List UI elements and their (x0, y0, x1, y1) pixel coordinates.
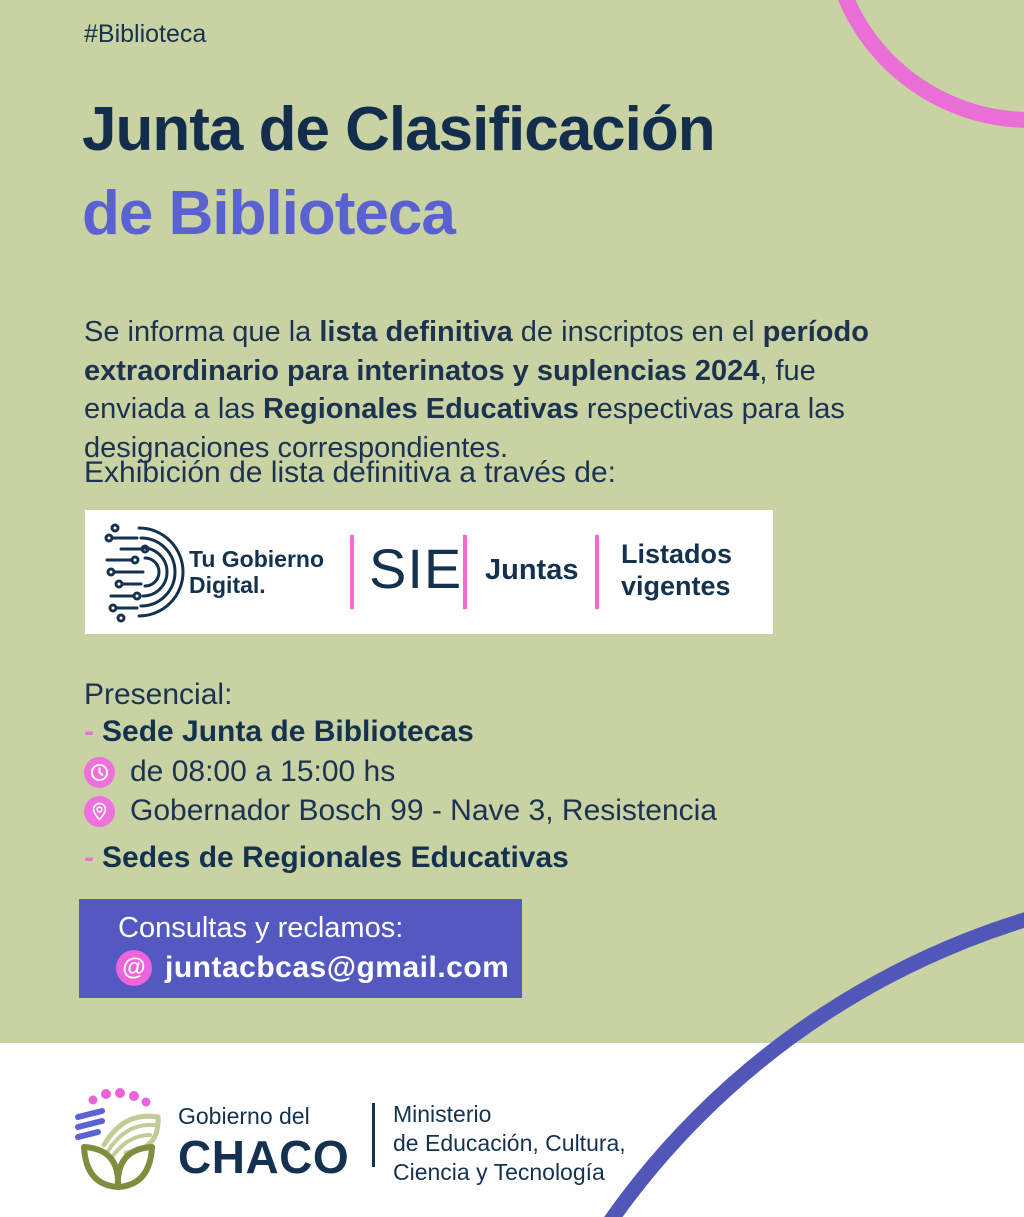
contact-label: Consultas y reclamos: (118, 912, 404, 944)
tu-gobierno-line2: Digital. (189, 572, 266, 598)
location-pin-icon (84, 796, 115, 827)
separator-bar (595, 535, 599, 609)
schedule-label: de 08:00 a 15:00 hs (130, 755, 396, 788)
ministry-line1: Ministerio (393, 1101, 492, 1127)
sie-logo-label: SIE (369, 537, 463, 600)
at-icon: @ (116, 950, 152, 986)
separator-bar (463, 535, 467, 609)
page-title-line2: de Biblioteca (82, 179, 455, 248)
exhibition-heading: Exhibición de lista definitiva a través de: (84, 456, 616, 489)
tu-gobierno-line1: Tu Gobierno (189, 546, 325, 572)
gobierno-del-label: Gobierno del (178, 1103, 310, 1129)
listados-vigentes-label (621, 538, 732, 602)
address-label: Gobernador Bosch 99 - Nave 3, Resistencia (130, 794, 717, 827)
listados-line1: Listados (621, 539, 733, 569)
page-title (82, 88, 715, 256)
contact-box (79, 899, 522, 998)
sedes-regionales-label: Sedes de Regionales Educativas (102, 841, 569, 874)
bullet-dash: - (84, 715, 94, 748)
ministry-line3: Ciencia y Tecnología (393, 1159, 605, 1185)
list-item-sedes-regionales (84, 841, 569, 875)
chaco-government-logo (68, 1083, 168, 1195)
chaco-label: CHACO (178, 1131, 350, 1183)
intro-seg4: período extraordinario para interinatos y suplencias 2024 (84, 316, 869, 387)
intro-seg2: lista definitiva (319, 316, 513, 348)
juntas-label: Juntas (485, 554, 579, 586)
intro-seg3: de inscriptos en el (512, 316, 763, 348)
list-item-schedule (84, 755, 395, 789)
hashtag-label: #Biblioteca (84, 20, 207, 48)
presencial-heading: Presencial: (84, 678, 233, 711)
contact-email-row (116, 950, 509, 986)
tu-gobierno-digital-label (189, 546, 324, 598)
tu-gobierno-digital-icon (101, 520, 187, 624)
footer-divider (372, 1103, 375, 1167)
channels-logo-box (85, 510, 773, 634)
ministry-label (393, 1100, 626, 1187)
page-title-line1: Junta de Clasificación (82, 95, 715, 164)
intro-seg7: respectivas para las designaciones correspondientes. (84, 393, 845, 464)
clock-icon (84, 757, 115, 788)
intro-seg5: , fue enviada a las (84, 354, 816, 425)
listados-line2: vigentes (621, 571, 731, 601)
gobierno-chaco-label (178, 1103, 349, 1184)
bullet-dash: - (84, 841, 94, 874)
intro-paragraph (84, 313, 884, 467)
intro-seg6: Regionales Educativas (262, 393, 579, 425)
list-item-address (84, 794, 717, 828)
contact-email: juntacbcas@gmail.com (165, 951, 510, 984)
list-item-sede-junta (84, 715, 474, 749)
intro-seg1: Se informa que la (84, 316, 320, 348)
pink-arc (830, 0, 1024, 120)
footer-band (0, 1043, 1024, 1217)
separator-bar (350, 535, 354, 609)
ministry-line2: de Educación, Cultura, (393, 1130, 626, 1156)
sede-junta-label: Sede Junta de Bibliotecas (102, 715, 474, 748)
